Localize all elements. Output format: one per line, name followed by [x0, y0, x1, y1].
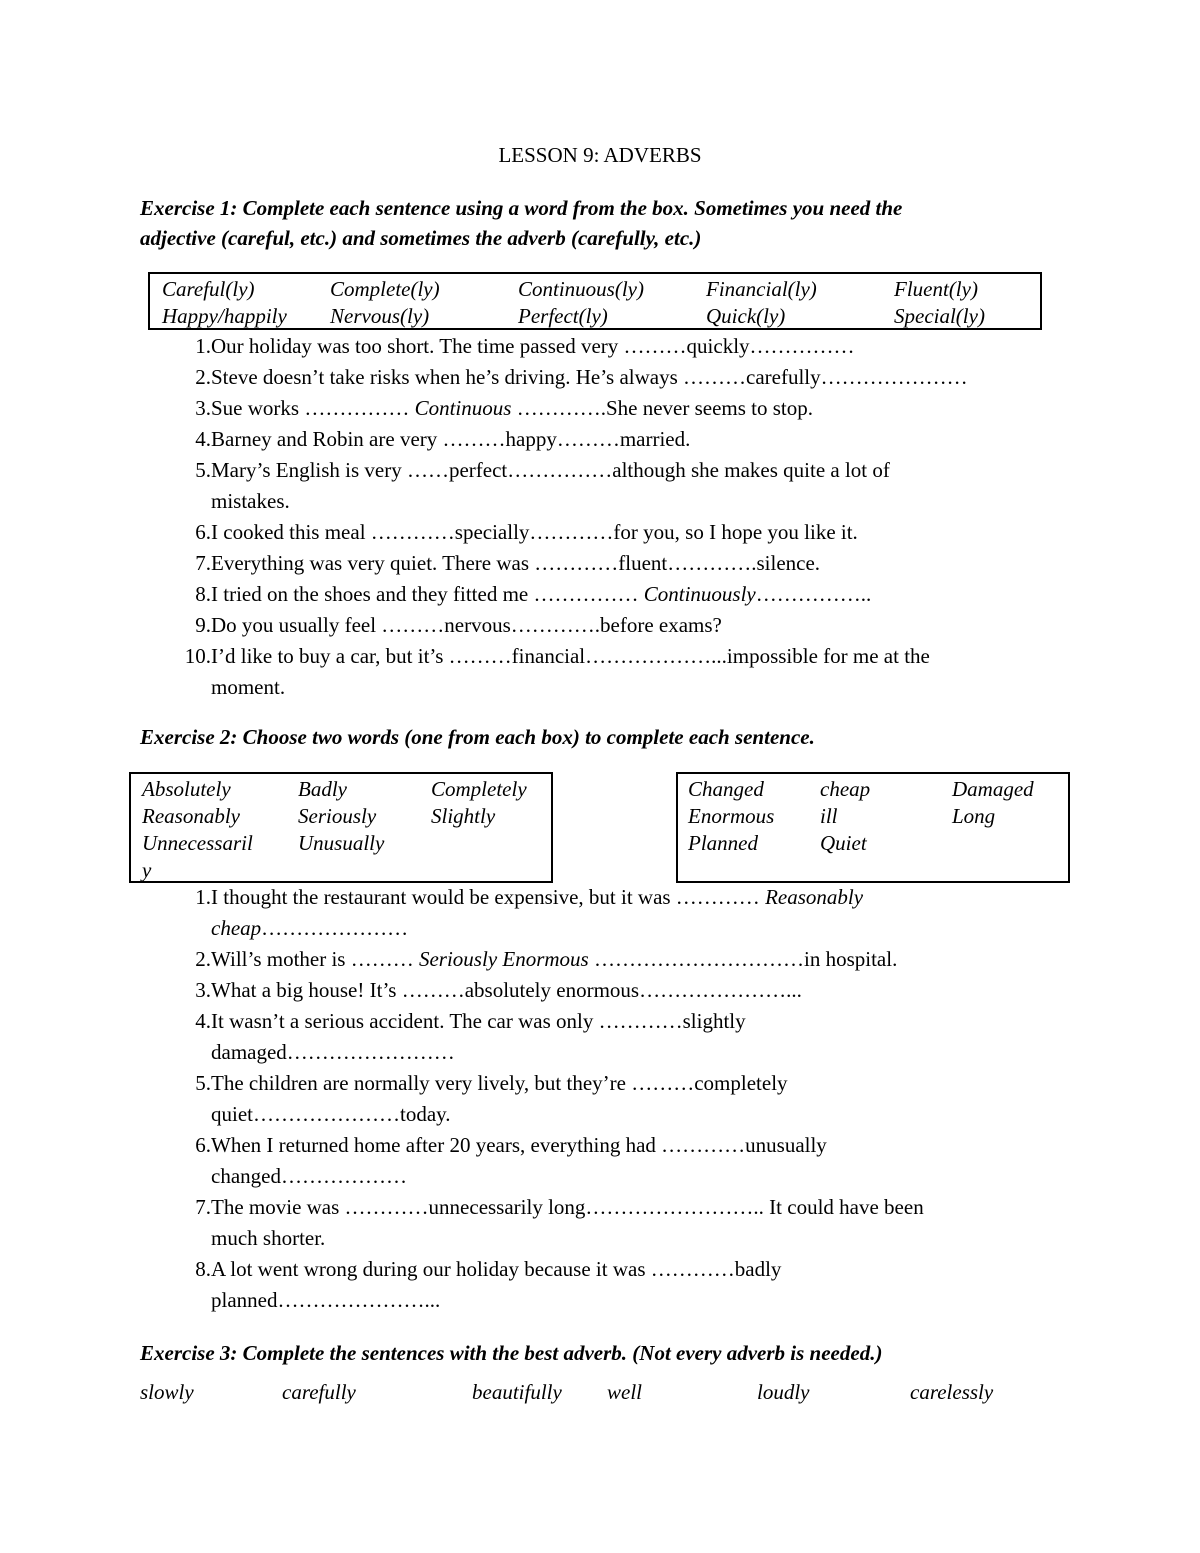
item-number: 2. [195, 365, 211, 389]
item-number: 1. [195, 334, 211, 358]
word-box-cell: ill [820, 804, 838, 828]
item-text-cont: damaged…………………… [211, 1040, 455, 1064]
list-item [160, 331, 1040, 362]
item-text [211, 579, 1040, 610]
word-box-cell: Damaged [952, 777, 1034, 801]
exercise2-adjective-box [676, 772, 1070, 883]
exercise1-heading-line1: Exercise 1: Complete each sentence using a word from the box. Sometimes you need the [140, 196, 903, 220]
word-box-cell: Financial(ly) [706, 277, 817, 301]
list-item [160, 944, 1030, 975]
item-text-line: When I returned home after 20 years, everything had …………unusually [211, 1133, 827, 1157]
item-text [211, 1006, 1030, 1068]
word-box-cell: Fluent(ly) [894, 277, 978, 301]
word-bank-item: beautifully [472, 1380, 562, 1404]
item-number: 1. [195, 885, 211, 909]
word-box-cell: Planned [688, 831, 758, 855]
word-bank-item: well [607, 1380, 642, 1404]
word-box-row [142, 776, 551, 803]
item-text-cont: moment. [211, 675, 286, 699]
word-box-row [142, 803, 551, 830]
item-answer-cont: cheap [211, 916, 262, 940]
exercise1-word-box [148, 272, 1042, 330]
word-box-cell: Careful(ly) [162, 277, 255, 301]
item-text-cont: much shorter. [211, 1226, 326, 1250]
item-answer: Continuous [414, 396, 512, 420]
item-number: 10. [184, 644, 211, 668]
item-number: 3. [195, 978, 211, 1002]
item-number: 4. [195, 1009, 211, 1033]
word-box-row [688, 776, 1068, 803]
word-box-cell: y [142, 858, 152, 882]
item-number: 2. [195, 947, 211, 971]
item-text-post: ………………… [261, 916, 409, 940]
item-text: Our holiday was too short. The time passed very ………quickly…………… [211, 334, 855, 358]
item-text: What a big house! It’s ………absolutely enormous…………………... [211, 978, 802, 1002]
item-text [211, 882, 1030, 944]
word-box-cell: Quick(ly) [706, 304, 786, 328]
item-number: 7. [195, 1195, 211, 1219]
item-text-post: …………….. [755, 582, 872, 606]
item-text [211, 455, 1040, 517]
word-box-row [162, 303, 1040, 330]
word-box-cell: Complete(ly) [330, 277, 440, 301]
word-box-cell: Perfect(ly) [518, 304, 608, 328]
word-box-cell [952, 830, 1062, 857]
item-text-pre: Sue works …………… [211, 396, 415, 420]
item-text [211, 1254, 1030, 1316]
item-text-cont: changed……………… [211, 1164, 407, 1188]
word-box-cell [431, 830, 551, 857]
word-box-cell: Badly [298, 777, 347, 801]
exercise1-list [160, 331, 1040, 703]
item-text-line: The movie was …………unnecessarily long…………………….. It could have been [211, 1195, 924, 1219]
item-text [211, 393, 1040, 424]
item-text-pre: Will’s mother is ……… [211, 947, 419, 971]
word-bank-item: carelessly [910, 1380, 994, 1404]
list-item [160, 1254, 1030, 1316]
exercise3-heading: Exercise 3: Complete the sentences with the best adverb. (Not every adverb is needed.) [140, 1341, 883, 1365]
exercise1-heading [140, 193, 1040, 253]
item-answer: Seriously Enormous [418, 947, 589, 971]
word-box-cell: Quiet [820, 831, 867, 855]
list-item [160, 1130, 1030, 1192]
word-bank-item: slowly [140, 1380, 194, 1404]
item-number: 3. [195, 396, 211, 420]
item-text [211, 1192, 1030, 1254]
item-text: Barney and Robin are very ………happy………married. [211, 427, 691, 451]
item-text-line: I’d like to buy a car, but it’s ………financial………………...impossible for me at the [211, 644, 930, 668]
exercise1-heading-line2: adjective (careful, etc.) and sometimes the adverb (carefully, etc.) [140, 226, 702, 250]
word-box-cell: Unnecessaril [142, 831, 253, 855]
item-text: I cooked this meal …………specially…………for you, so I hope you like it. [211, 520, 858, 544]
item-text [211, 641, 1040, 703]
list-item [160, 455, 1040, 517]
item-text-line: It wasn’t a serious accident. The car was only …………slightly [211, 1009, 746, 1033]
item-text [211, 1068, 1030, 1130]
item-text-pre: I thought the restaurant would be expensive, but it was ………… [211, 885, 766, 909]
word-bank-item: loudly [757, 1380, 810, 1404]
exercise2-adverb-box [129, 772, 553, 883]
word-box-cell: Seriously [298, 804, 377, 828]
item-answer: Reasonably [765, 885, 864, 909]
item-text-line: The children are normally very lively, but they’re ………completely [211, 1071, 788, 1095]
word-box-cell: Completely [431, 777, 527, 801]
item-number: 8. [195, 582, 211, 606]
item-text-cont: quiet…………………today. [211, 1102, 451, 1126]
list-item [160, 517, 1040, 548]
item-number: 6. [195, 1133, 211, 1157]
word-box-row [688, 830, 1068, 857]
item-text-post: …………………………in hospital. [588, 947, 898, 971]
word-box-cell: Enormous [688, 804, 775, 828]
item-text-pre: I tried on the shoes and they fitted me …………… [211, 582, 644, 606]
item-text: Steve doesn’t take risks when he’s driving. He’s always ………carefully………………… [211, 365, 968, 389]
list-item [160, 424, 1040, 455]
item-text: Everything was very quiet. There was …………fluent………….silence. [211, 551, 821, 575]
item-number: 7. [195, 551, 211, 575]
list-item [160, 610, 1040, 641]
item-answer: Continuously [643, 582, 756, 606]
item-number: 4. [195, 427, 211, 451]
item-number: 8. [195, 1257, 211, 1281]
item-number: 6. [195, 520, 211, 544]
item-number: 5. [195, 1071, 211, 1095]
list-item [160, 579, 1040, 610]
item-text-post: ………….She never seems to stop. [511, 396, 813, 420]
word-box-row [142, 857, 551, 884]
item-number: 5. [195, 458, 211, 482]
word-box-cell: Happy/happily [162, 304, 287, 328]
list-item [160, 393, 1040, 424]
word-bank-item: carefully [282, 1380, 356, 1404]
item-number: 9. [195, 613, 211, 637]
lesson-title: LESSON 9: ADVERBS [498, 143, 702, 167]
list-item [160, 548, 1040, 579]
list-item [160, 362, 1040, 393]
word-box-cell: Long [952, 804, 996, 828]
item-text-line: Mary’s English is very ……perfect……………although she makes quite a lot of [211, 458, 890, 482]
word-box-cell: cheap [820, 777, 871, 801]
item-text [211, 1130, 1030, 1192]
exercise2-heading: Exercise 2: Choose two words (one from each box) to complete each sentence. [140, 725, 815, 749]
word-box-row [162, 276, 1040, 303]
word-box-row [688, 803, 1068, 830]
list-item [160, 1068, 1030, 1130]
word-box-cell: Special(ly) [894, 304, 985, 328]
word-box-cell: Continuous(ly) [518, 277, 644, 301]
list-item [160, 641, 1040, 703]
list-item [160, 1192, 1030, 1254]
word-box-row [142, 830, 551, 857]
list-item [160, 975, 1030, 1006]
word-box-cell: Absolutely [142, 777, 231, 801]
item-text-cont: mistakes. [211, 489, 290, 513]
item-text [211, 944, 1030, 975]
word-box-cell: Reasonably [142, 804, 240, 828]
word-box-cell: Changed [688, 777, 764, 801]
item-text-cont: planned…………………... [211, 1288, 441, 1312]
word-box-cell: Slightly [431, 804, 496, 828]
list-item [160, 882, 1030, 944]
list-item [160, 1006, 1030, 1068]
word-box-cell: Nervous(ly) [330, 304, 430, 328]
exercise2-list [160, 882, 1030, 1316]
word-box-cell: Unusually [298, 831, 385, 855]
item-text-line: A lot went wrong during our holiday because it was …………badly [211, 1257, 782, 1281]
item-text: Do you usually feel ………nervous………….before exams? [211, 613, 722, 637]
